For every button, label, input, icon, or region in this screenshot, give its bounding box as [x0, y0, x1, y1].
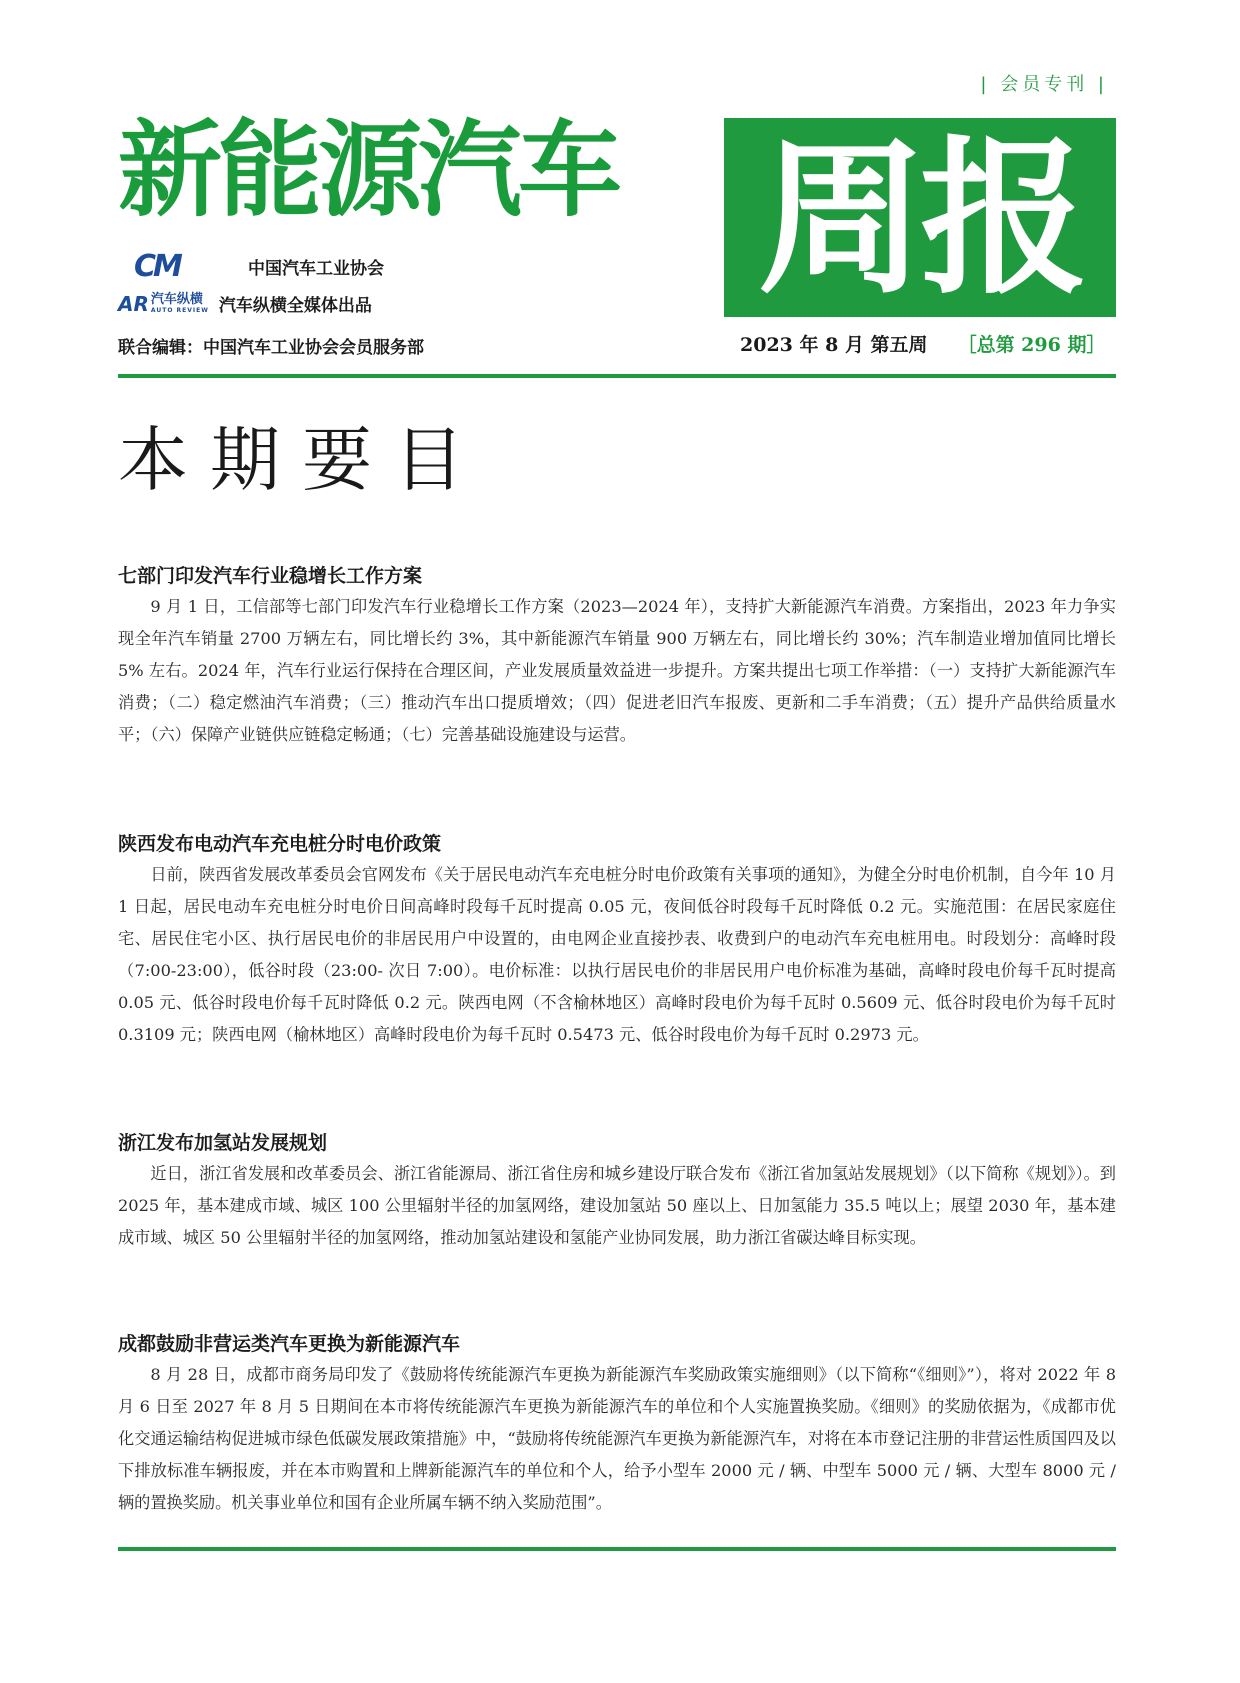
publisher-auto-review-name: 汽车纵横全媒体出品	[218, 296, 372, 316]
toc-title: 本期要目	[118, 419, 486, 501]
issue-info	[740, 330, 1105, 357]
issue-total-number: ［总第 296 期］	[957, 334, 1106, 356]
article-title: 浙江发布加氢站发展规划	[118, 1132, 328, 1154]
publisher-auto-review	[118, 291, 372, 316]
article-body: 日前，陕西省发展改革委员会官网发布《关于居民电动汽车充电桩分时电价政策有关事项的通知》，为健全分时电价机制，自今年 10 月 1 日起，居民电动车充电桩分时电价日间高峰时段每千瓦时提高 0.05 元，夜间低谷时段每千瓦时降低 0.2 元。实施范围：在居民家庭住宅、居民住宅小区、执行居民电价的非居民用户中设置的，由电网企业直接抄表、收费到户的电动汽车充电桩用电。时段划分：高峰时段（7:00-23:00），低谷时段（23:00- 次日 7:00）。电价标准：以执行居民电价的非居民用户电价标准为基础，高峰时段电价每千瓦时提高 0.05 元、低谷时段电价每千瓦时降低 0.2 元。陕西电网（不含榆林地区）高峰时段电价为每千瓦时 0.5609 元、低谷时段电价为每千瓦时 0.3109 元；陕西电网（榆林地区）高峰时段电价为每千瓦时 0.5473 元、低谷时段电价为每千瓦时 0.2973 元。	[118, 865, 1116, 1044]
auto-review-logo-icon	[118, 292, 209, 316]
article-title: 陕西发布电动汽车充电桩分时电价政策	[118, 833, 442, 855]
article-title: 成都鼓励非营运类汽车更换为新能源汽车	[118, 1333, 461, 1355]
article-body: 近日，浙江省发展和改革委员会、浙江省能源局、浙江省住房和城乡建设厅联合发布《浙江省加氢站发展规划》（以下简称《规划》）。到 2025 年，基本建成市域、城区 100 公里辐射半径的加氢网络，建设加氢站 50 座以上、日加氢能力 35.5 吨以上；展望 2030 年，基本建成市域、城区 50 公里辐射半径的加氢网络，推动加氢站建设和氢能产业协同发展，助力浙江省碳达峰目标实现。	[118, 1164, 1116, 1247]
publisher-caam	[118, 250, 384, 282]
weekly-title-box	[724, 118, 1116, 317]
article-body: 9 月 1 日，工信部等七部门印发汽车行业稳增长工作方案（2023—2024 年），支持扩大新能源汽车消费。方案指出，2023 年力争实现全年汽车销量 2700 万辆左右，同比增长约 3%，其中新能源汽车销量 900 万辆左右，同比增长约 30%；汽车制造业增加值同比增长 5% 左右。2024 年，汽车行业运行保持在合理区间，产业发展质量效益进一步提升。方案共提出七项工作举措：（一）支持扩大新能源汽车消费；（二）稳定燃油汽车消费；（三）推动汽车出口提质增效；（四）促进老旧汽车报废、更新和二手车消费；（五）提升产品供给质量水平；（六）保障产业链供应链稳定畅通；（七）完善基础设施建设与运营。	[118, 597, 1116, 744]
article-body: 8 月 28 日，成都市商务局印发了《鼓励将传统能源汽车更换为新能源汽车奖励政策实施细则》（以下简称“《细则》”），将对 2022 年 8 月 6 日至 2027 年 8 月 5 日期间在本市将传统能源汽车更换为新能源汽车的单位和个人实施置换奖励。《细则》的奖励依据为，《成都市优化交通运输结构促进城市绿色低碳发展政策措施》中，“鼓励将传统能源汽车更换为新能源汽车，对将在本市登记注册的非营运性质国四及以下排放标准车辆报废，并在本市购置和上牌新能源汽车的单位和个人，给予小型车 2000 元 / 辆、中型车 5000 元 / 辆、大型车 8000 元 / 辆的置换奖励。机关事业单位和国有企业所属车辆不纳入奖励范围”。	[118, 1365, 1116, 1512]
weekly-title: 周报	[758, 118, 1082, 317]
article-2	[118, 829, 1116, 1051]
caam-logo-icon: CM	[134, 248, 180, 284]
publisher-caam-name: 中国汽车工业协会	[248, 258, 384, 279]
auto-review-logo-en: AUTO REVIEW	[150, 307, 209, 314]
auto-review-logo-mark: AR	[118, 291, 149, 316]
article-1	[118, 561, 1116, 751]
article-3	[118, 1128, 1116, 1254]
article-title: 七部门印发汽车行业稳增长工作方案	[118, 565, 423, 587]
member-edition-tag: | 会员专刊 |	[980, 74, 1108, 95]
article-4	[118, 1329, 1116, 1519]
joint-editor-line: 联合编辑：中国汽车工业协会会员服务部	[118, 338, 424, 358]
footer-divider	[118, 1547, 1116, 1551]
brand-title: 新能源汽车	[118, 109, 619, 231]
auto-review-logo-cn: 汽车纵横	[150, 292, 203, 307]
issue-date: 2023 年 8 月 第五周	[740, 334, 928, 356]
header-divider	[118, 374, 1116, 378]
